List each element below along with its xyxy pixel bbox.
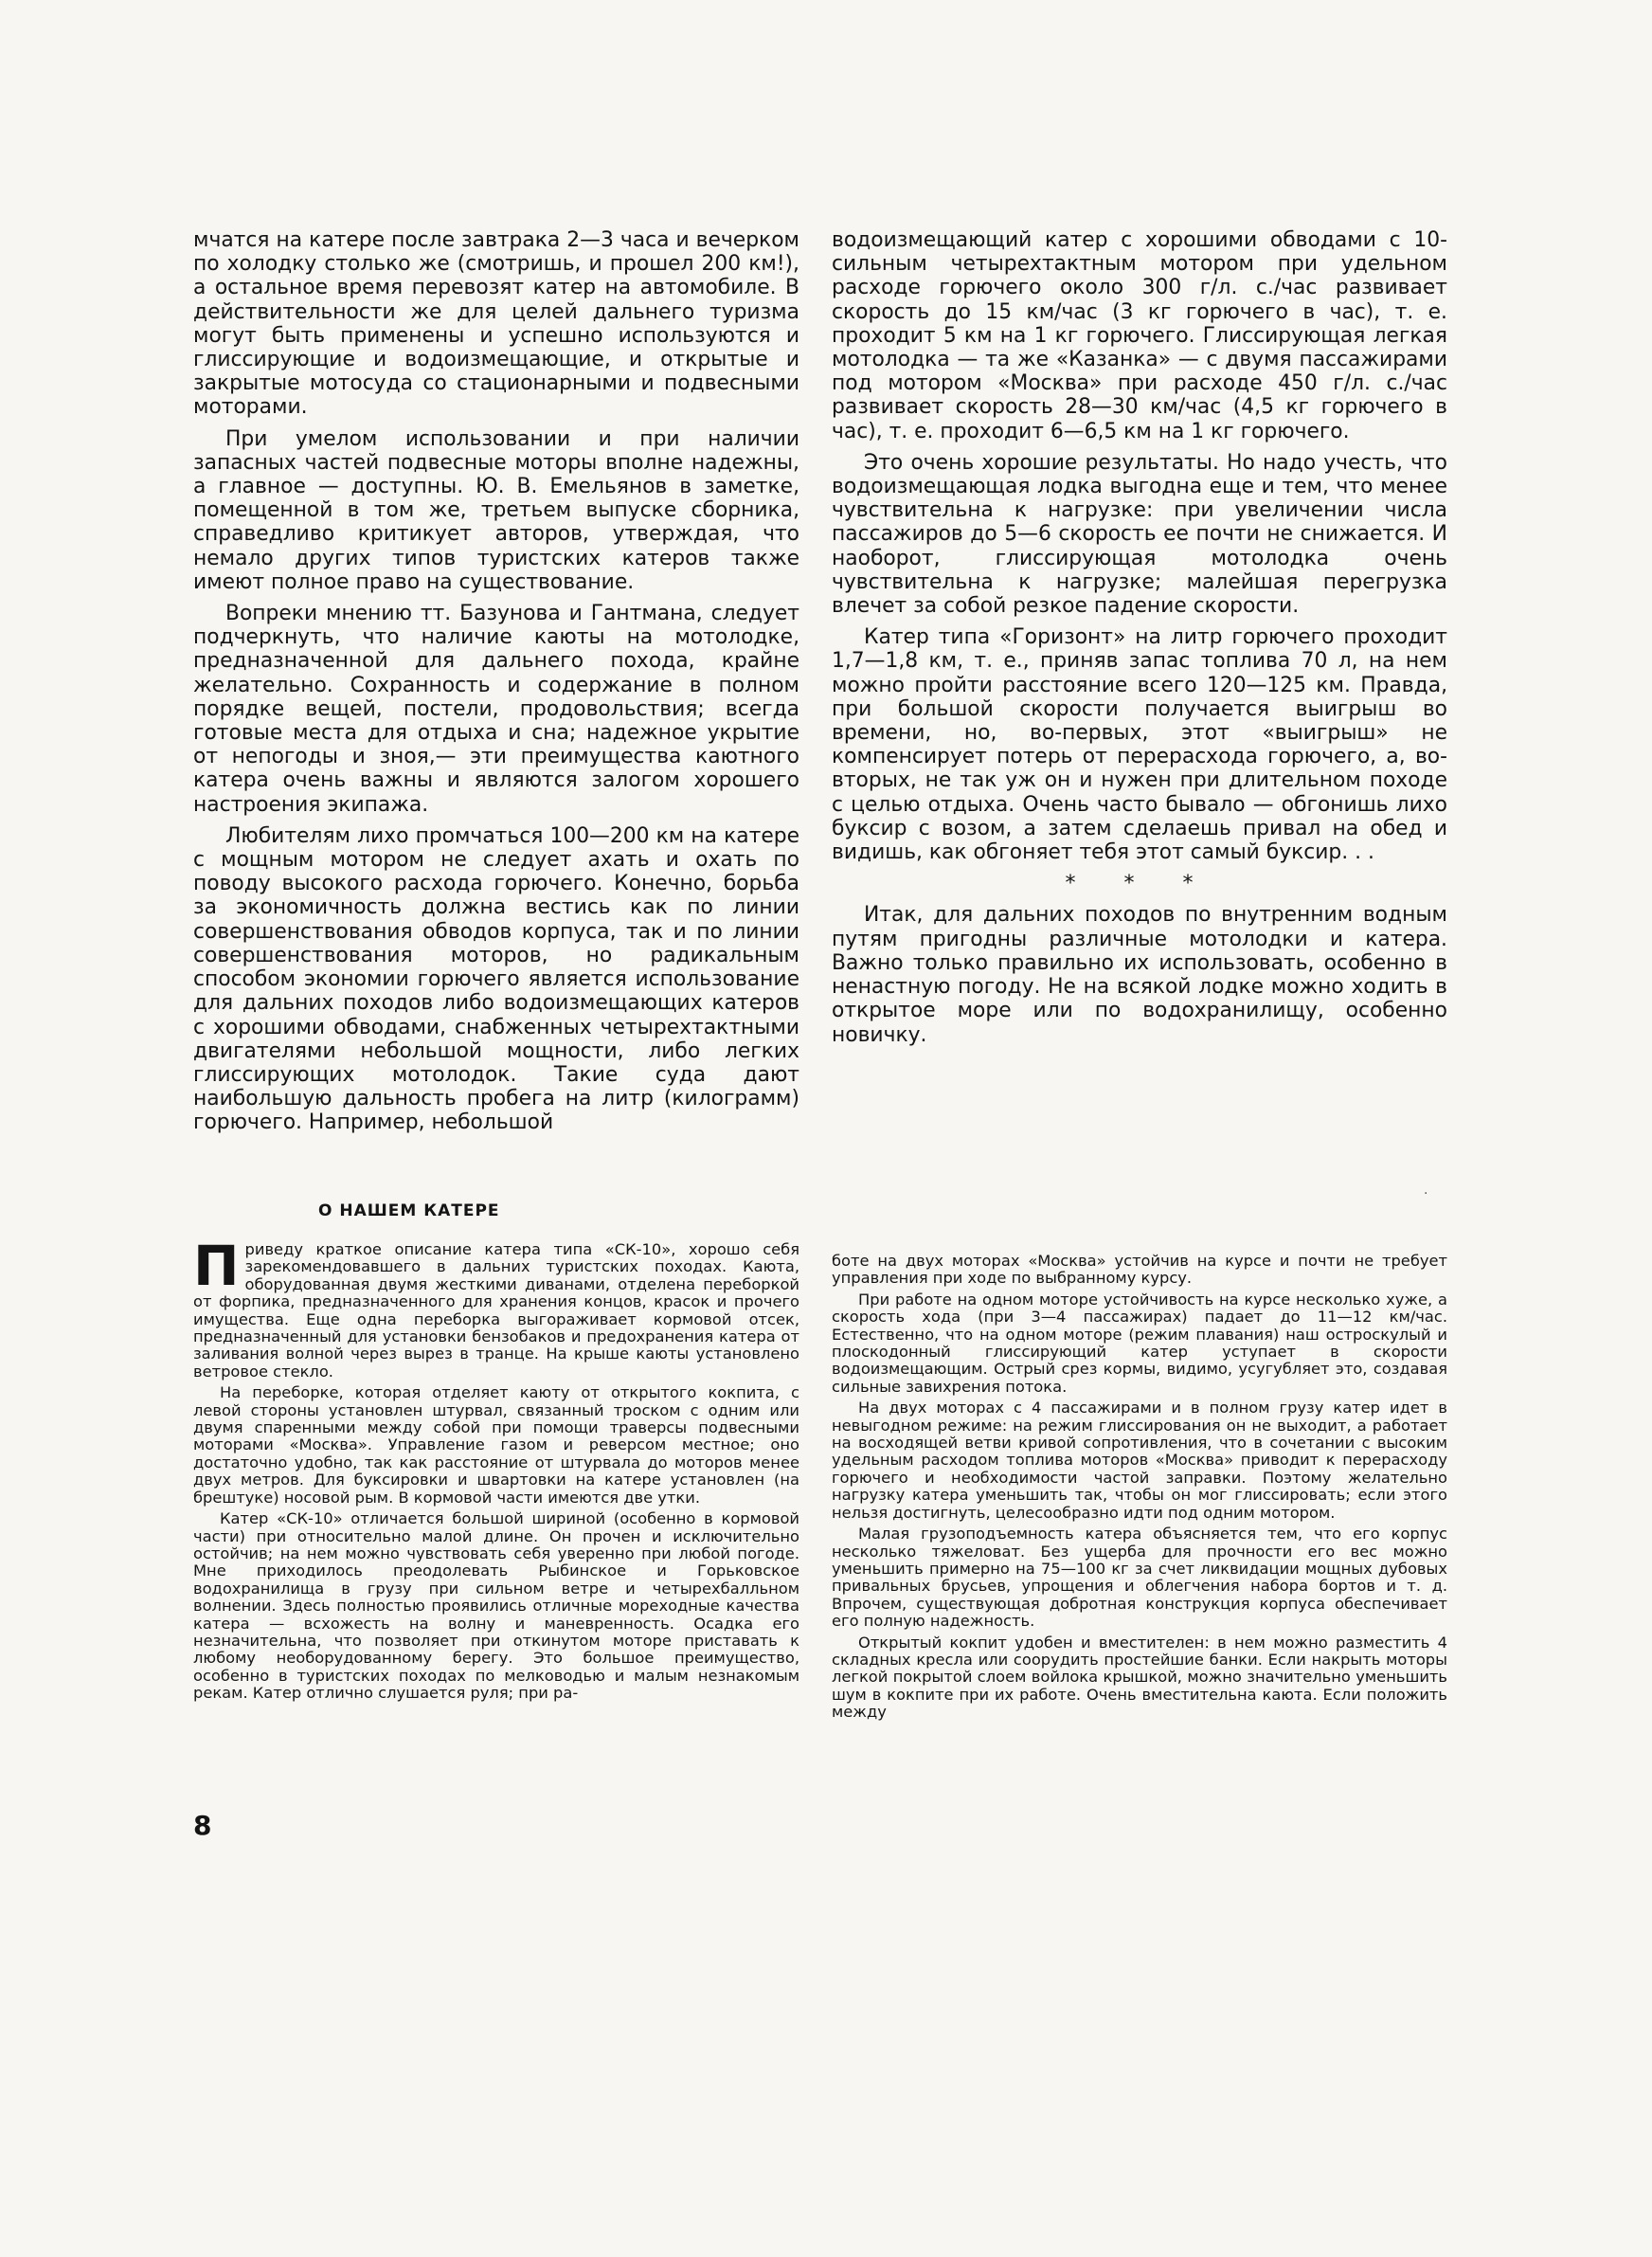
paragraph: водоизмещающий катер с хорошими обводами с 10-сильным четырехтактным мотором при удельном расходе горючего около 300 г/л. с./час развивает скорость до 15 км/час (3 кг горючего в час), т. е. проходит 5 км на 1 кг горючего. Глиссирующая легкая мотолодка — та же «Казанка» — с двумя пассажирами под мотором «Москва» при расходе 450 г/л. с./час развивает скорость 28—30 км/час (4,5 кг горючего в час), т. е. проходит 6—6,5 км на 1 кг горючего. [832,228,1447,443]
drop-cap: П [193,1234,240,1298]
section-heading: О НАШЕМ КАТЕРЕ [318,1201,500,1220]
paragraph: На двух моторах с 4 пассажирами и в полном грузу катер идет в невыгодном режиме: на режим глиссирования он не выходит, а работает на восходящей ветви кривой сопротивления, что в сочетании с высоким удельным расходом топлива моторов «Москва» приводит к перерасходу горючего и необходимости частой заправки. Поэтому желательно нагрузку катера уменьшить так, чтобы он мог глиссировать; если этого нельзя достигнуть, целесообразно идти под одним мотором. [832,1399,1447,1522]
paragraph: Любителям лихо промчаться 100—200 км на катере с мощным мотором не следует ахать и охать по поводу высокого расхода горючего. Конечно, борьба за экономичность должна вестись как по линии совершенствования обводов корпуса, так и по линии совершенствования моторов, но радикальным способом экономии горючего является использование для дальних походов либо водоизмещающих катеров с хорошими обводами, снабженных четырехтактными двигателями небольшой мощности, либо легких глиссирующих мотолодок. Такие суда дают наибольшую дальность пробега на литр (килограмм) горючего. Например, небольшой [193,823,799,1135]
print-mark: · [1424,1186,1428,1201]
section-separator: * * * [1065,872,1214,896]
paragraph: Это очень хорошие результаты. Но надо учесть, что водоизмещающая лодка выгодна еще и тем, что менее чувствительна к нагрузке: при увеличении числа пассажиров до 5—6 скорость ее почти не снижается. И наоборот, глиссирующая мотолодка очень чувствительна к нагрузке; малейшая перегрузка влечет за собой резкое падение скорости. [832,450,1447,619]
paragraph: На переборке, которая отделяет каюту от открытого кокпита, с левой стороны установлен штурвал, связанный троском с одним или двумя спаренными между собой при помощи траверсы подвесными моторами «Москва». Управление газом и реверсом местное; оно достаточно удобно, так как расстояние от штурвала до моторов менее двух метров. Для буксировки и швартовки на катере установлен (на брештуке) носовой рым. В кормовой части имеются две утки. [193,1383,799,1507]
top-left-column [193,228,799,1143]
paragraph: боте на двух моторах «Москва» устойчив на курсе и почти не требует управления при ходе по выбранному курсу. [832,1252,1447,1288]
paragraph: Итак, для дальних походов по внутренним водным путям пригодны различные мотолодки и катера. Важно только правильно их использовать, особенно в ненастную погоду. Не на всякой лодке можно ходить в открытое море или по водохранилищу, особенно новичку. [832,903,1447,1047]
bottom-right-column [832,1253,1447,1725]
paragraph: При умелом использовании и при наличии запасных частей подвесные моторы вполне надежны, а главное — доступны. Ю. В. Емельянов в заметке, помещенной в том же, третьем выпуске сборника, справедливо критикует авторов, утверждая, что немало других типов туристских катеров также имеют полное право на существование. [193,426,799,594]
paragraph: мчатся на катере после завтрака 2—3 часа и вечерком по холодку столько же (смотришь, и прошел 200 км!), а остальное время перевозят катер на автомобиле. В действительности же для целей дальнего туризма могут быть применены и успешно используются и глиссирующие и водоизмещающие, и открытые и закрытые мотосуда со стационарными и подвесными моторами. [193,228,799,420]
paragraph: При работе на одном моторе устойчивость на курсе несколько хуже, а скорость хода (при 3—4 пассажирах) падает до 11—12 км/час. Естественно, что на одном моторе (режим плавания) наш остроскулый и плоскодонный глиссирующий катер уступает в скорости водоизмещающим. Острый срез кормы, видимо, усугубляет это, создавая сильные завихрения потока. [832,1290,1447,1396]
paragraph: Открытый кокпит удобен и вместителен: в нем можно разместить 4 складных кресла или соорудить простейшие банки. Если накрыть моторы легкой покрытой слоем войлока крышкой, можно значительно уменьшить шум в кокпите при их работе. Очень вместительна каюта. Если положить между [832,1633,1447,1722]
top-right-column [832,228,1447,1055]
paragraph: Катер типа «Горизонт» на литр горючего проходит 1,7—1,8 км, т. е., приняв запас топлива 70 л, на нем можно пройти расстояние всего 120—125 км. Правда, при большой скорости получается выигрыш во времени, но, во-первых, этот «выигрыш» не компенсирует потерь от перерасхода горючего, а, во-вторых, не так уж он и нужен при длительном походе с целью отдыха. Очень часто бывало — обгонишь лихо буксир с возом, а затем сделаешь привал на обед и видишь, как обгоняет тебя этот самый буксир. . . [832,625,1447,865]
page-number: 8 [193,1810,212,1841]
bottom-left-column [193,1234,799,1706]
paragraph: Малая грузоподъемность катера объясняется тем, что его корпус несколько тяжеловат. Без ущерба для прочности его вес можно уменьшить примерно на 75—100 кг за счет ликвидации мощных дубовых привальных брусьев, упрощения и облегчения набора бортов и т. д. Впрочем, существующая добротная конструкция корпуса обеспечивает его полную надежность. [832,1525,1447,1631]
paragraph: Вопреки мнению тт. Базунова и Гантмана, следует подчеркнуть, что наличие каюты на мотолодке, предназначенной для дальнего похода, крайне желательно. Сохранность и содержание в полном порядке вещей, постели, продовольствия; всегда готовые места для отдыха и сна; надежное укрытие от непогоды и зноя,— эти преимущества каютного катера очень важны и являются залогом хорошего настроения экипажа. [193,602,799,817]
paragraph: Катер «СК-10» отличается большой шириной (особенно в кормовой части) при относительно малой длине. Он прочен и исключительно остойчив; на нем можно чувствовать себя уверенно при любой погоде. Мне приходилось преодолевать Рыбинское и Горьковское водохранилища в грузу при сильном ветре и четырехбалльном волнении. Здесь полностью проявились отличные мореходные качества катера — всхожесть на волну и маневренность. Осадка его незначительна, что позволяет при откинутом моторе приставать к любому необорудованному берегу. Это большое преимущество, особенно в туристских походах по мелководью и малым незнакомым рекам. Катер отлично слушается руля; при ра- [193,1509,799,1703]
paragraph [193,1234,799,1381]
paragraph-text: риведу краткое описание катера типа «СК-10», хорошо себя зарекомендовавшего в дальних туристских походах. Каюта, оборудованная двумя жесткими диванами, отделена переборкой от форпика, предназначенного для хранения концов, красок и прочего имущества. Еще одна переборка выгораживает кормовой отсек, предназначенный для установки бензобаков и предохранения катера от заливания волной через вырез в транце. На крыше каюты установлено ветровое стекло. [193,1240,799,1381]
